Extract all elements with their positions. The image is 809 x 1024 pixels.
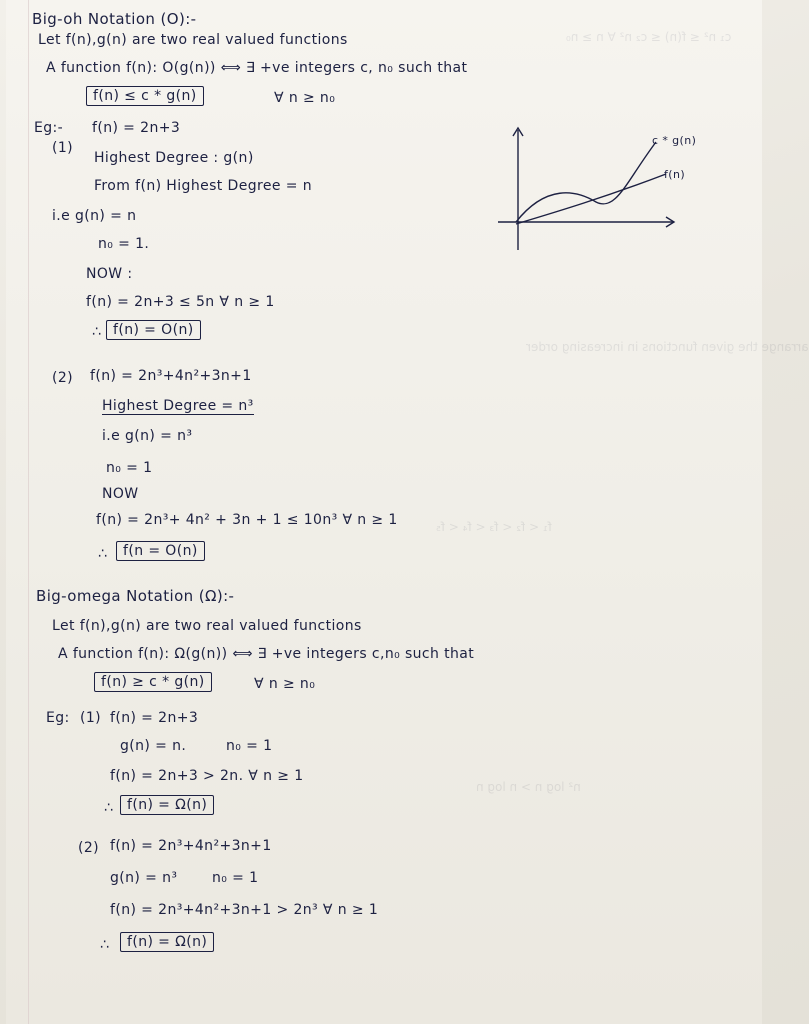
- bigomega-eg2-therefore: ∴: [100, 937, 110, 953]
- graph-label-cg: c * g(n): [652, 134, 697, 147]
- bleed-through-text: c₁ n² ≤ f(n) ≤ c₂ n² ∀ n ≥ n₀: [566, 30, 732, 44]
- bigoh-eg1-n0: n₀ = 1.: [98, 236, 150, 252]
- bigomega-eg2-g: g(n) = n³: [110, 870, 178, 886]
- bigoh-definition-line1: Let f(n),g(n) are two real valued functions: [38, 32, 348, 48]
- bigomega-condition-box: f(n) ≥ c * g(n): [94, 672, 212, 692]
- bigoh-eg1-now: NOW :: [86, 266, 133, 282]
- bigoh-forall: ∀ n ≥ n₀: [274, 90, 336, 106]
- bigoh-eg1-inequality: f(n) = 2n+3 ≤ 5n ∀ n ≥ 1: [86, 294, 275, 310]
- graph-label-f: f(n): [664, 168, 686, 181]
- bigoh-eg1-result-box: f(n) = O(n): [106, 320, 201, 340]
- bigoh-condition-box: f(n) ≤ c * g(n): [86, 86, 204, 106]
- bigomega-eg1-n0: n₀ = 1: [226, 738, 273, 754]
- bigoh-eg-label: Eg:-: [34, 120, 64, 136]
- graph-cg-curve: [516, 142, 656, 222]
- bigomega-eg1-function: f(n) = 2n+3: [110, 710, 199, 726]
- bigoh-eg1-number: (1): [52, 140, 74, 156]
- bigoh-eg1-therefore: ∴: [92, 324, 102, 340]
- bleed-through-text: f₁ < f₂ < f₃ < f₄ < f₅: [436, 520, 552, 534]
- bigoh-eg2-ie: i.e g(n) = n³: [102, 428, 193, 444]
- bigoh-eg1-line2: From f(n) Highest Degree = n: [94, 178, 312, 194]
- bigomega-heading: Big-omega Notation (Ω):-: [36, 587, 235, 605]
- bigomega-eg2-function: f(n) = 2n³+4n²+3n+1: [110, 838, 272, 854]
- bleed-through-text: arrange the given functions in increasing order: [526, 340, 809, 354]
- bigoh-eg2-inequality: f(n) = 2n³+ 4n² + 3n + 1 ≤ 10n³ ∀ n ≥ 1: [96, 512, 398, 528]
- bigoh-eg2-result-box: f(n = O(n): [116, 541, 205, 561]
- bigomega-eg2-number: (2): [78, 840, 100, 856]
- bigoh-eg2-n0: n₀ = 1: [106, 460, 153, 476]
- bigoh-eg2-line1: Highest Degree = n³: [102, 398, 254, 414]
- bigomega-eg-label: Eg:: [46, 710, 70, 726]
- bigomega-definition-line2: A function f(n): Ω(g(n)) ⟺ ∃ +ve integers c,n₀ such that: [58, 646, 475, 662]
- bigomega-eg2-result-box: f(n) = Ω(n): [120, 932, 214, 952]
- bigoh-eg2-therefore: ∴: [98, 546, 108, 562]
- bigomega-eg1-number: (1): [80, 710, 102, 726]
- bigoh-eg2-now: NOW: [102, 486, 139, 502]
- bigoh-eg1-function: f(n) = 2n+3: [92, 120, 181, 136]
- bigomega-eg1-g: g(n) = n.: [120, 738, 187, 754]
- notebook-page: [6, 0, 809, 1024]
- bigomega-definition-line1: Let f(n),g(n) are two real valued functions: [52, 618, 362, 634]
- bigomega-eg2-inequality: f(n) = 2n³+4n²+3n+1 > 2n³ ∀ n ≥ 1: [110, 902, 379, 918]
- bigoh-eg1-line1: Highest Degree : g(n): [94, 150, 254, 166]
- margin-line: [28, 0, 29, 1024]
- bigomega-eg1-inequality: f(n) = 2n+3 > 2n. ∀ n ≥ 1: [110, 768, 304, 784]
- bigoh-eg1-ie: i.e g(n) = n: [52, 208, 137, 224]
- bigoh-eg2-function: f(n) = 2n³+4n²+3n+1: [90, 368, 252, 384]
- bigomega-forall: ∀ n ≥ n₀: [254, 676, 316, 692]
- bigomega-eg1-result-box: f(n) = Ω(n): [120, 795, 214, 815]
- bigomega-eg2-n0: n₀ = 1: [212, 870, 259, 886]
- bigoh-heading: Big-oh Notation (O):-: [32, 10, 197, 28]
- bleed-through-text: n² log n > n log n: [476, 780, 581, 794]
- bigoh-eg2-number: (2): [52, 370, 74, 386]
- bigomega-eg1-therefore: ∴: [104, 800, 114, 816]
- bigoh-definition-line2: A function f(n): O(g(n)) ⟺ ∃ +ve integers c, n₀ such that: [46, 60, 468, 76]
